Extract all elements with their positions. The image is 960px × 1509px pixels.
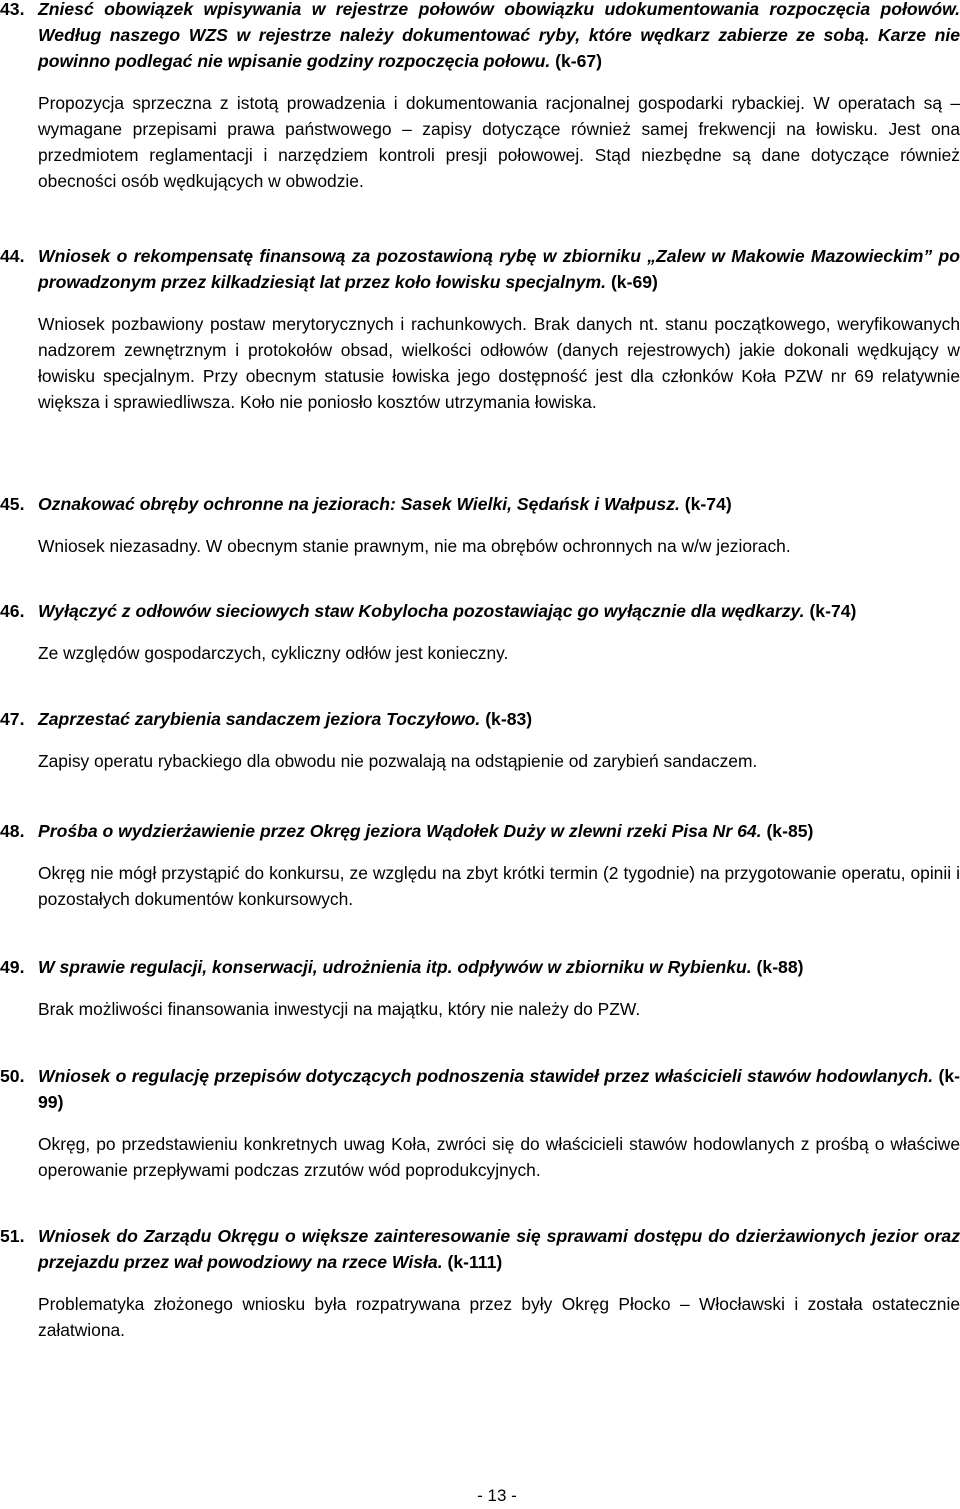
item-48 [0,818,960,912]
item-heading-text: Oznakować obręby ochronne na jeziorach: Sasek Wielki, Sędańsk i Wałpusz. [38,494,680,514]
item-number: 46. [0,601,25,621]
item-heading-text: Wyłączyć z odłowów sieciowych staw Kobylocha pozostawiając go wyłącznie dla wędkarzy. [38,601,805,621]
item-response [0,996,960,1022]
item-response [0,1131,960,1183]
item-reference: (k-111) [447,1252,503,1272]
item-reference: (k-99) [38,1066,960,1112]
item-response [0,311,960,415]
item-response [0,533,960,559]
item-number: 51. [0,1226,25,1246]
item-heading-text: Wniosek o rekompensatę finansową za pozostawioną rybę w zbiorniku „Zalew w Makowie Mazowieckim” po prowadzonym przez kilkadziesiąt lat przez koło łowisku specjalnym. [38,246,960,292]
item-heading [0,491,960,517]
item-number: 49. [0,957,25,977]
item-heading [0,598,960,624]
item-response [0,1291,960,1343]
response-paragraph: Wniosek pozbawiony postaw merytorycznych i rachunkowych. Brak danych nt. stanu początkowego, weryfikowanych nadzorem zewnętrznym i protokołów obsad, wielkości odłowów (danych rejestrowych) jakie dokonali wędkujący w łowisku specjalnym. Przy obecnym statusie łowiska jego dostępność jest dla członków Koła PZW nr 69 relatywnie większa i sprawiedliwsza. Koło nie poniosło kosztów utrzymania łowiska. [38,314,960,412]
item-heading-text: Zaprzestać zarybienia sandaczem jeziora Toczyłowo. [38,709,481,729]
item-heading-text: Zniesć obowiązek wpisywania w rejestrze połowów obowiązku udokumentowania rozpoczęcia połowów. Według naszego WZS w rejestrze należy dokumentować ryby, które wędkarz zabierze ze sobą. Karze nie powinno podlegać nie wpisanie godziny rozpoczęcia połowu. [38,0,960,71]
item-heading-text: Wniosek do Zarządu Okręgu o większe zainteresowanie się sprawami dostępu do dzierżawionych jezior oraz przejazdu przez wał powodziowy na rzece Wisła. [38,1226,960,1272]
item-reference: (k-69) [610,272,658,292]
item-46 [0,598,960,666]
item-reference: (k-67) [555,51,603,71]
page-footer [0,1486,960,1506]
item-heading [0,818,960,844]
item-reference: (k-74) [684,494,732,514]
item-number: 48. [0,821,25,841]
item-heading-text: Wniosek o regulację przepisów dotyczących podnoszenia stawideł przez właścicieli stawów hodowlanych. [38,1066,934,1086]
item-45 [0,491,960,559]
response-paragraph: Ze względów gospodarczych, cykliczny odłów jest konieczny. [38,643,509,663]
item-heading [0,1063,960,1115]
item-response [0,748,960,774]
item-number: 47. [0,709,25,729]
response-paragraph: Okręg nie mógł przystąpić do konkursu, ze względu na zbyt krótki termin (2 tygodnie) na przygotowanie operatu, opinii i pozostałych dokumentów konkursowych. [38,863,960,909]
item-reference: (k-85) [766,821,814,841]
item-number: 43. [0,0,25,19]
item-44 [0,243,960,415]
item-number: 50. [0,1066,25,1086]
item-response [0,860,960,912]
item-number: 45. [0,494,25,514]
response-paragraph: Okręg, po przedstawieniu konkretnych uwag Koła, zwróci się do właścicieli stawów hodowlanych z prośbą o właściwe operowanie przepływami podczas zrzutów wód poprodukcyjnych. [38,1134,960,1180]
item-heading [0,1223,960,1275]
response-paragraph: Zapisy operatu rybackiego dla obwodu nie pozwalają na odstąpienie od zarybień sandaczem. [38,751,758,771]
item-response [0,90,960,194]
item-43 [0,0,960,194]
response-paragraph: Propozycja sprzeczna z istotą prowadzenia i dokumentowania racjonalnej gospodarki rybackiej. W operatach są – wymagane przepisami prawa państwowego – zapisy dotyczące również samej frekwencji na łowisku. Jest ona przedmiotem reglamentacji i narzędziem kontroli presji połowowej. Stąd niezbędne są dane dotyczące również obecności osób wędkujących w obwodzie. [38,93,960,191]
item-49 [0,954,960,1022]
item-heading-text: Prośba o wydzierżawienie przez Okręg jeziora Wądołek Duży w zlewni rzeki Pisa Nr 64. [38,821,762,841]
item-reference: (k-88) [756,957,804,977]
item-reference: (k-74) [809,601,857,621]
item-50 [0,1063,960,1183]
item-47 [0,706,960,774]
item-heading [0,0,960,74]
item-51 [0,1223,960,1343]
item-number: 44. [0,246,25,266]
item-heading [0,706,960,732]
response-paragraph: Problematyka złożonego wniosku była rozpatrywana przez były Okręg Płocko – Włocławski i została ostatecznie załatwiona. [38,1294,960,1340]
item-reference: (k-83) [485,709,533,729]
item-response [0,640,960,666]
response-paragraph: Wniosek niezasadny. W obecnym stanie prawnym, nie ma obrębów ochronnych na w/w jeziorach. [38,536,791,556]
item-heading [0,954,960,980]
response-paragraph: Brak możliwości finansowania inwestycji na majątku, który nie należy do PZW. [38,999,641,1019]
page-number: - 13 - [477,1486,517,1505]
item-heading [0,243,960,295]
item-heading-text: W sprawie regulacji, konserwacji, udrożnienia itp. odpływów w zbiorniku w Rybienku. [38,957,752,977]
